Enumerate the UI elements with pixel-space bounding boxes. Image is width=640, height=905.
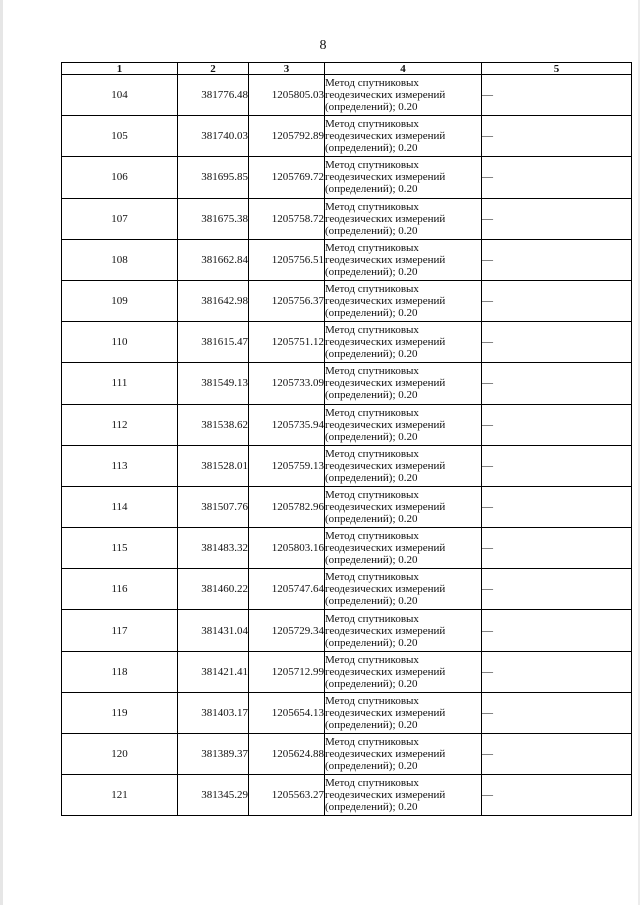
x-coordinate-cell: 381675.38 xyxy=(178,198,249,239)
method-line: (определений); 0.20 xyxy=(325,430,418,443)
column-header-2: 2 xyxy=(178,63,249,75)
method-line: Метод спутниковых xyxy=(325,571,419,584)
method-cell xyxy=(325,445,482,486)
note-cell: — xyxy=(482,322,632,363)
note-cell: — xyxy=(482,651,632,692)
note-cell: — xyxy=(482,280,632,321)
table-header-row xyxy=(62,63,632,75)
note-cell: — xyxy=(482,610,632,651)
method-line: (определений); 0.20 xyxy=(325,265,418,278)
x-coordinate-cell: 381507.76 xyxy=(178,486,249,527)
table-row xyxy=(62,486,632,527)
x-coordinate-cell: 381776.48 xyxy=(178,75,249,116)
y-coordinate-cell: 1205751.12 xyxy=(249,322,325,363)
table-body xyxy=(62,75,632,816)
method-cell xyxy=(325,157,482,198)
method-line: геодезических измерений xyxy=(325,336,446,349)
table-row xyxy=(62,363,632,404)
y-coordinate-cell: 1205792.89 xyxy=(249,116,325,157)
point-number-cell: 119 xyxy=(62,692,178,733)
y-coordinate-cell: 1205756.51 xyxy=(249,239,325,280)
note-cell: — xyxy=(482,445,632,486)
note-cell: — xyxy=(482,775,632,816)
method-cell xyxy=(325,692,482,733)
method-line: Метод спутниковых xyxy=(325,777,419,790)
note-cell: — xyxy=(482,363,632,404)
y-coordinate-cell: 1205729.34 xyxy=(249,610,325,651)
note-cell: — xyxy=(482,692,632,733)
x-coordinate-cell: 381389.37 xyxy=(178,734,249,775)
y-coordinate-cell: 1205747.64 xyxy=(249,569,325,610)
method-line: геодезических измерений xyxy=(325,130,446,143)
method-line: Метод спутниковых xyxy=(325,612,419,625)
method-line: геодезических измерений xyxy=(325,624,446,637)
column-header-5: 5 xyxy=(482,63,632,75)
method-cell xyxy=(325,486,482,527)
method-line: Метод спутниковых xyxy=(325,77,419,90)
table-row xyxy=(62,528,632,569)
point-number-cell: 107 xyxy=(62,198,178,239)
method-cell xyxy=(325,239,482,280)
method-line: Метод спутниковых xyxy=(325,118,419,131)
note-cell: — xyxy=(482,734,632,775)
note-cell: — xyxy=(482,198,632,239)
column-header-4: 4 xyxy=(325,63,482,75)
point-number-cell: 112 xyxy=(62,404,178,445)
method-line: Метод спутниковых xyxy=(325,241,419,254)
method-line: (определений); 0.20 xyxy=(325,101,418,114)
table-row xyxy=(62,651,632,692)
method-cell xyxy=(325,775,482,816)
method-line: геодезических измерений xyxy=(325,748,446,761)
method-line: Метод спутниковых xyxy=(325,365,419,378)
method-line: (определений); 0.20 xyxy=(325,636,418,649)
method-line: Метод спутниковых xyxy=(325,159,419,172)
method-line: геодезических измерений xyxy=(325,500,446,513)
method-cell xyxy=(325,610,482,651)
method-line: (определений); 0.20 xyxy=(325,677,418,690)
x-coordinate-cell: 381421.41 xyxy=(178,651,249,692)
method-line: (определений); 0.20 xyxy=(325,554,418,567)
coordinates-table xyxy=(61,62,632,816)
method-line: Метод спутниковых xyxy=(325,736,419,749)
point-number-cell: 115 xyxy=(62,528,178,569)
method-line: геодезических измерений xyxy=(325,253,446,266)
point-number-cell: 118 xyxy=(62,651,178,692)
column-header-3: 3 xyxy=(249,63,325,75)
y-coordinate-cell: 1205733.09 xyxy=(249,363,325,404)
method-line: Метод спутниковых xyxy=(325,200,419,213)
point-number-cell: 109 xyxy=(62,280,178,321)
method-line: (определений); 0.20 xyxy=(325,471,418,484)
method-line: геодезических измерений xyxy=(325,212,446,225)
point-number-cell: 105 xyxy=(62,116,178,157)
table-row xyxy=(62,569,632,610)
table-row xyxy=(62,692,632,733)
point-number-cell: 110 xyxy=(62,322,178,363)
point-number-cell: 104 xyxy=(62,75,178,116)
table-row xyxy=(62,198,632,239)
y-coordinate-cell: 1205563.27 xyxy=(249,775,325,816)
method-line: (определений); 0.20 xyxy=(325,718,418,731)
method-line: Метод спутниковых xyxy=(325,488,419,501)
page-number: 8 xyxy=(319,38,327,53)
method-line: (определений); 0.20 xyxy=(325,348,418,361)
method-line: Метод спутниковых xyxy=(325,447,419,460)
scan-edge-left xyxy=(0,0,3,905)
table-row xyxy=(62,445,632,486)
table-row xyxy=(62,239,632,280)
y-coordinate-cell: 1205782.96 xyxy=(249,486,325,527)
method-line: геодезических измерений xyxy=(325,459,446,472)
method-line: геодезических измерений xyxy=(325,583,446,596)
method-cell xyxy=(325,651,482,692)
y-coordinate-cell: 1205654.13 xyxy=(249,692,325,733)
method-line: (определений); 0.20 xyxy=(325,224,418,237)
note-cell: — xyxy=(482,404,632,445)
table-row xyxy=(62,404,632,445)
method-line: Метод спутниковых xyxy=(325,653,419,666)
method-cell xyxy=(325,322,482,363)
x-coordinate-cell: 381528.01 xyxy=(178,445,249,486)
method-line: Метод спутниковых xyxy=(325,324,419,337)
table-row xyxy=(62,734,632,775)
point-number-cell: 113 xyxy=(62,445,178,486)
note-cell: — xyxy=(482,239,632,280)
method-line: (определений); 0.20 xyxy=(325,389,418,402)
table-row xyxy=(62,75,632,116)
note-cell: — xyxy=(482,528,632,569)
x-coordinate-cell: 381615.47 xyxy=(178,322,249,363)
point-number-cell: 117 xyxy=(62,610,178,651)
method-line: геодезических измерений xyxy=(325,377,446,390)
method-line: геодезических измерений xyxy=(325,418,446,431)
method-cell xyxy=(325,569,482,610)
y-coordinate-cell: 1205712.99 xyxy=(249,651,325,692)
note-cell: — xyxy=(482,569,632,610)
method-line: геодезических измерений xyxy=(325,89,446,102)
x-coordinate-cell: 381345.29 xyxy=(178,775,249,816)
y-coordinate-cell: 1205805.03 xyxy=(249,75,325,116)
point-number-cell: 116 xyxy=(62,569,178,610)
x-coordinate-cell: 381740.03 xyxy=(178,116,249,157)
method-line: Метод спутниковых xyxy=(325,283,419,296)
y-coordinate-cell: 1205759.13 xyxy=(249,445,325,486)
method-line: геодезических измерений xyxy=(325,665,446,678)
method-line: (определений); 0.20 xyxy=(325,760,418,773)
method-cell xyxy=(325,198,482,239)
method-line: геодезических измерений xyxy=(325,295,446,308)
point-number-cell: 114 xyxy=(62,486,178,527)
method-line: геодезических измерений xyxy=(325,789,446,802)
method-line: геодезических измерений xyxy=(325,542,446,555)
method-line: (определений); 0.20 xyxy=(325,183,418,196)
y-coordinate-cell: 1205756.37 xyxy=(249,280,325,321)
point-number-cell: 111 xyxy=(62,363,178,404)
method-cell xyxy=(325,404,482,445)
point-number-cell: 108 xyxy=(62,239,178,280)
method-cell xyxy=(325,528,482,569)
method-line: (определений); 0.20 xyxy=(325,142,418,155)
note-cell: — xyxy=(482,116,632,157)
x-coordinate-cell: 381695.85 xyxy=(178,157,249,198)
note-cell: — xyxy=(482,157,632,198)
method-cell xyxy=(325,280,482,321)
y-coordinate-cell: 1205803.16 xyxy=(249,528,325,569)
method-line: геодезических измерений xyxy=(325,171,446,184)
method-line: Метод спутниковых xyxy=(325,406,419,419)
note-cell: — xyxy=(482,486,632,527)
method-line: Метод спутниковых xyxy=(325,530,419,543)
x-coordinate-cell: 381460.22 xyxy=(178,569,249,610)
table-row xyxy=(62,280,632,321)
method-line: (определений); 0.20 xyxy=(325,307,418,320)
method-line: (определений); 0.20 xyxy=(325,512,418,525)
x-coordinate-cell: 381538.62 xyxy=(178,404,249,445)
x-coordinate-cell: 381403.17 xyxy=(178,692,249,733)
method-cell xyxy=(325,116,482,157)
x-coordinate-cell: 381431.04 xyxy=(178,610,249,651)
column-header-1: 1 xyxy=(62,63,178,75)
point-number-cell: 120 xyxy=(62,734,178,775)
method-line: Метод спутниковых xyxy=(325,694,419,707)
method-line: геодезических измерений xyxy=(325,706,446,719)
table-row xyxy=(62,610,632,651)
x-coordinate-cell: 381483.32 xyxy=(178,528,249,569)
method-line: (определений); 0.20 xyxy=(325,595,418,608)
y-coordinate-cell: 1205769.72 xyxy=(249,157,325,198)
table-row xyxy=(62,116,632,157)
method-cell xyxy=(325,363,482,404)
table-row xyxy=(62,157,632,198)
y-coordinate-cell: 1205735.94 xyxy=(249,404,325,445)
table-row xyxy=(62,775,632,816)
note-cell: — xyxy=(482,75,632,116)
method-line: (определений); 0.20 xyxy=(325,801,418,814)
point-number-cell: 121 xyxy=(62,775,178,816)
x-coordinate-cell: 381642.98 xyxy=(178,280,249,321)
x-coordinate-cell: 381662.84 xyxy=(178,239,249,280)
method-cell xyxy=(325,734,482,775)
table-row xyxy=(62,322,632,363)
y-coordinate-cell: 1205758.72 xyxy=(249,198,325,239)
method-cell xyxy=(325,75,482,116)
y-coordinate-cell: 1205624.88 xyxy=(249,734,325,775)
x-coordinate-cell: 381549.13 xyxy=(178,363,249,404)
point-number-cell: 106 xyxy=(62,157,178,198)
